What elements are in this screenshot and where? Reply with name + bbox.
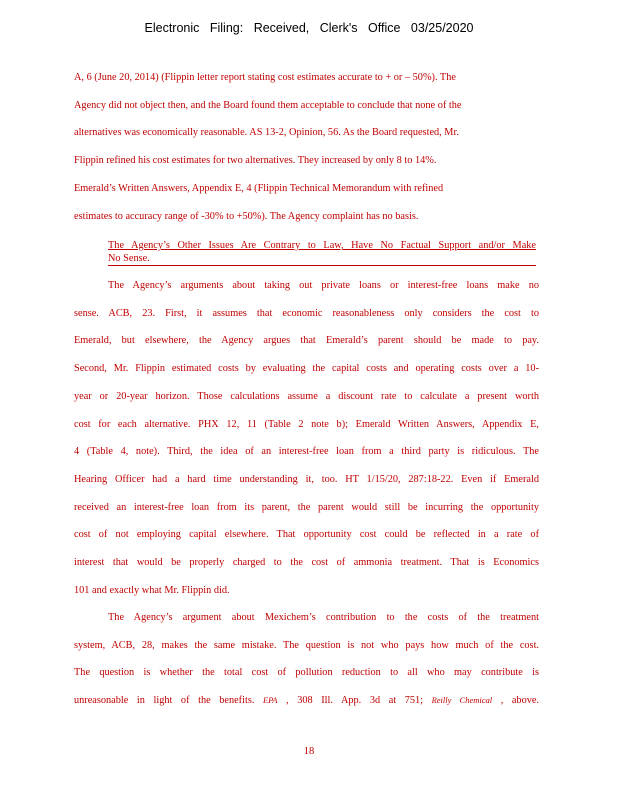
case-citation: Reilly Chemical — [431, 695, 493, 706]
text-line: sense. ACB, 23. First, it assumes that economic reasonableness only considers the cost to — [74, 307, 539, 319]
paragraph-continued — [74, 64, 539, 230]
text-line: Emerald’s Written Answers, Appendix E, 4 (Flippin Technical Memorandum with refined — [74, 182, 444, 194]
text-line: cost of not employing capital elsewhere. That opportunity cost could be reflected in a rate of — [74, 529, 539, 541]
text-line: The Agency’s argument about Mexichem’s contribution to the costs of the treatment — [108, 612, 539, 623]
text-line: Agency did not object then, and the Board found them acceptable to conclude that none of the — [74, 99, 462, 111]
text-fragment: , above. — [500, 695, 539, 707]
text-line: received an interest-free loan from its parent, the parent would still be incurring the opportunity — [74, 501, 539, 513]
text-fragment: , 308 Ill. App. 3d at 751; — [286, 695, 424, 707]
section-heading-line: No Sense. — [108, 252, 150, 264]
text-line: system, ACB, 28, makes the same mistake. The question is not who pays how much of the cost. — [74, 639, 539, 651]
text-line: Hearing Officer had a hard time understanding it, too. HT 1/15/20, 287:18-22. Even if Emerald — [74, 473, 539, 485]
paragraph-mexichem — [74, 604, 539, 715]
text-line: The Agency’s arguments about taking out private loans or interest-free loans make no — [108, 280, 539, 291]
section-heading-line: The Agency’s Other Issues Are Contrary to Law, Have No Factual Support and/or Make — [108, 240, 536, 251]
filing-stamp-header: Electronic Filing: Received, Clerk's Office 03/25/2020 — [144, 21, 474, 35]
text-fragment: unreasonable in light of the benefits. — [74, 695, 255, 707]
text-line: Emerald, but elsewhere, the Agency argues that Emerald’s parent should be made to pay. — [74, 335, 539, 347]
text-line: interest that would be properly charged to the cost of ammonia treatment. That is Economics — [74, 557, 539, 569]
text-line: 4 (Table 4, note). Third, the idea of an interest-free loan from a third party is ridiculous. The — [74, 446, 539, 458]
text-line: alternatives was economically reasonable. AS 13-2, Opinion, 56. As the Board requested, Mr. — [74, 127, 459, 139]
page-number: 18 — [303, 746, 315, 757]
case-citation: EPA — [262, 695, 278, 706]
text-line-with-citations — [74, 687, 539, 715]
text-line: year or 20-year horizon. Those calculations assume a discount rate to calculate a present worth — [74, 390, 539, 402]
text-line: Flippin refined his cost estimates for two alternatives. They increased by only 8 to 14%. — [74, 155, 437, 167]
text-line: 101 and exactly what Mr. Flippin did. — [74, 584, 230, 596]
section-heading — [108, 240, 536, 266]
text-line: Second, Mr. Flippin estimated costs by evaluating the capital costs and operating costs over a 10- — [74, 363, 539, 375]
text-line: cost for each alternative. PHX 12, 11 (Table 2 note b); Emerald Written Answers, Appendix E, — [74, 418, 539, 430]
text-line: A, 6 (June 20, 2014) (Flippin letter report stating cost estimates accurate to + or – 50%). The — [74, 72, 456, 83]
text-line: estimates to accuracy range of -30% to +50%). The Agency complaint has no basis. — [74, 210, 419, 222]
text-line: The question is whether the total cost of pollution reduction to all who may contribute is — [74, 667, 539, 679]
paragraph-loans — [74, 272, 539, 604]
